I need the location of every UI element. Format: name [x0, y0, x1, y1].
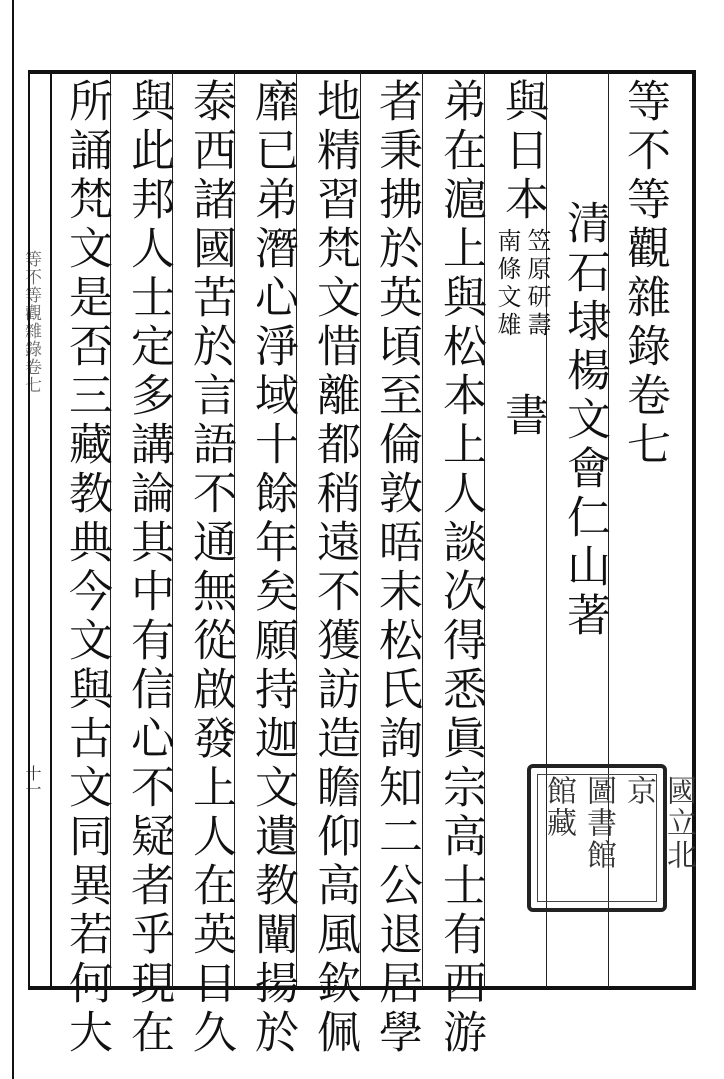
body-text-column: 弟在滬上與松本上人談次得悉眞宗高士有西游 — [435, 78, 486, 1058]
body-text-column: 地精習梵文惜離都稍遠不獲訪造瞻仰高風欽佩 — [309, 78, 360, 1058]
body-text-column: 者秉拂於英頃至倫敦晤末松氏詢知二公退居學 — [371, 78, 422, 1058]
seal-inner-frame — [537, 774, 696, 902]
letter-heading: 與日本 — [497, 78, 548, 225]
body-text-column: 泰西諸國苦於言語不通無從啟發上人在英日久 — [185, 78, 236, 1058]
page-edge — [0, 0, 14, 1079]
book-title-column: 等不等觀雜錄卷七 — [619, 78, 670, 470]
seal-characters: 國立北京 — [621, 775, 696, 871]
body-text-column: 靡已弟潛心淨域十餘年矣願持迦文遺教闡揚於 — [247, 78, 298, 1058]
seal-characters: 圖書館 — [581, 775, 616, 871]
margin-title: 等不等觀雜錄卷七 — [21, 250, 41, 394]
margin-page-number: 十一 — [23, 765, 42, 797]
body-text-column: 所誦梵文是否三藏教典今文與古文同異若何大 — [61, 78, 112, 1058]
letter-heading-suffix: 書 — [497, 392, 548, 441]
seal-characters: 館藏 — [541, 775, 576, 839]
body-text-column: 與此邦人士定多講論其中有信心不疑者乎現在 — [123, 78, 174, 1058]
author-column: 清石埭楊文會仁山著 — [559, 200, 610, 641]
letter-annotation-left: 南條文雄 — [493, 228, 521, 340]
library-seal — [527, 764, 696, 912]
letter-annotation-right: 笠原研壽 — [523, 228, 551, 340]
frame-inner-border — [50, 70, 52, 990]
